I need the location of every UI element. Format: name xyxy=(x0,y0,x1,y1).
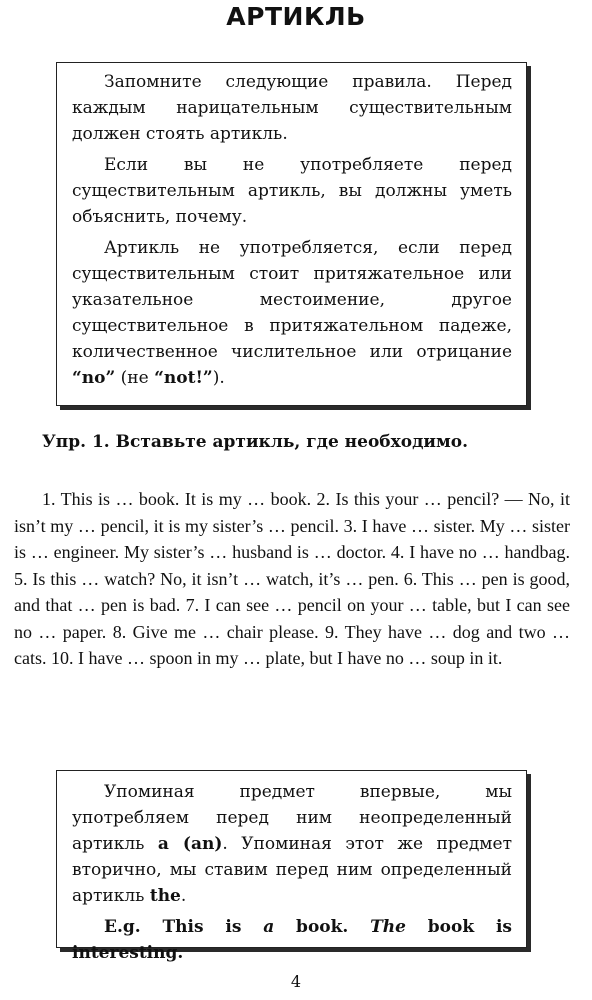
example-text-2: book. xyxy=(274,917,371,937)
exercise-title: Упр. 1. Вставьте артикль, где необходимо. xyxy=(42,432,469,452)
example-article-the: The xyxy=(370,917,406,937)
example-text-1: E.g. This is xyxy=(104,917,264,937)
page-number: 4 xyxy=(290,972,302,991)
rule-paragraph-3-text-2: (не xyxy=(115,368,155,388)
note-article-a: a (an) xyxy=(157,834,223,854)
note-text-3: . xyxy=(180,886,187,906)
example-article-a: a xyxy=(263,917,275,937)
rule-paragraph-3 xyxy=(72,235,512,391)
rule-paragraph-2: Если вы не употребляете перед существительным артикль, вы должны уметь объяснить, почему. xyxy=(72,155,512,227)
note-box xyxy=(56,770,527,963)
page-title: АРТИКЛЬ xyxy=(226,2,366,31)
note-article-the: the xyxy=(149,886,181,906)
note-paragraph xyxy=(72,779,512,909)
note-text-1: Упоминая предмет впервые, мы употребляем перед ним неопределенный артикль xyxy=(72,782,512,854)
example-line xyxy=(72,914,512,966)
note-text-2: . Упоминая этот же предмет вторично, мы ставим перед ним определенный артикль xyxy=(72,834,512,906)
rule-not-word: “not!” xyxy=(154,368,213,388)
rule-no-word: “no” xyxy=(72,368,116,388)
exercise-body: 1. This is … book. It is my … book. 2. Is this your … pencil? — No, it isn’t my … pencil, it is my sister’s … pencil. 3. I have … sister. My … sister is … engineer. My sister’s … husband is … doctor. 4. I have no … handbag. 5. Is this … watch? No, it isn’t … watch, it’s … pen. 6. This … pen is good, and that … pen is bad. 7. I can see … pencil on your … table, but I can see no … paper. 8. Give me … chair please. 9. They have … dog and two … cats. 10. I have … spoon in my … plate, but I have no … soup in it. xyxy=(14,489,570,668)
rule-paragraph-1: Запомните следующие правила. Перед каждым нарицательным существительным должен стоять артикль. xyxy=(72,72,512,144)
rules-box xyxy=(56,62,527,406)
rule-paragraph-3-text-3: ). xyxy=(212,368,225,388)
example-text-3: book is interesting. xyxy=(72,917,512,963)
rule-paragraph-3-text: Артикль не употребляется, если перед существительным стоит притяжательное или указательное местоимение, другое существительное в притяжательном падеже, количественное числительное или отрицание xyxy=(72,238,512,362)
